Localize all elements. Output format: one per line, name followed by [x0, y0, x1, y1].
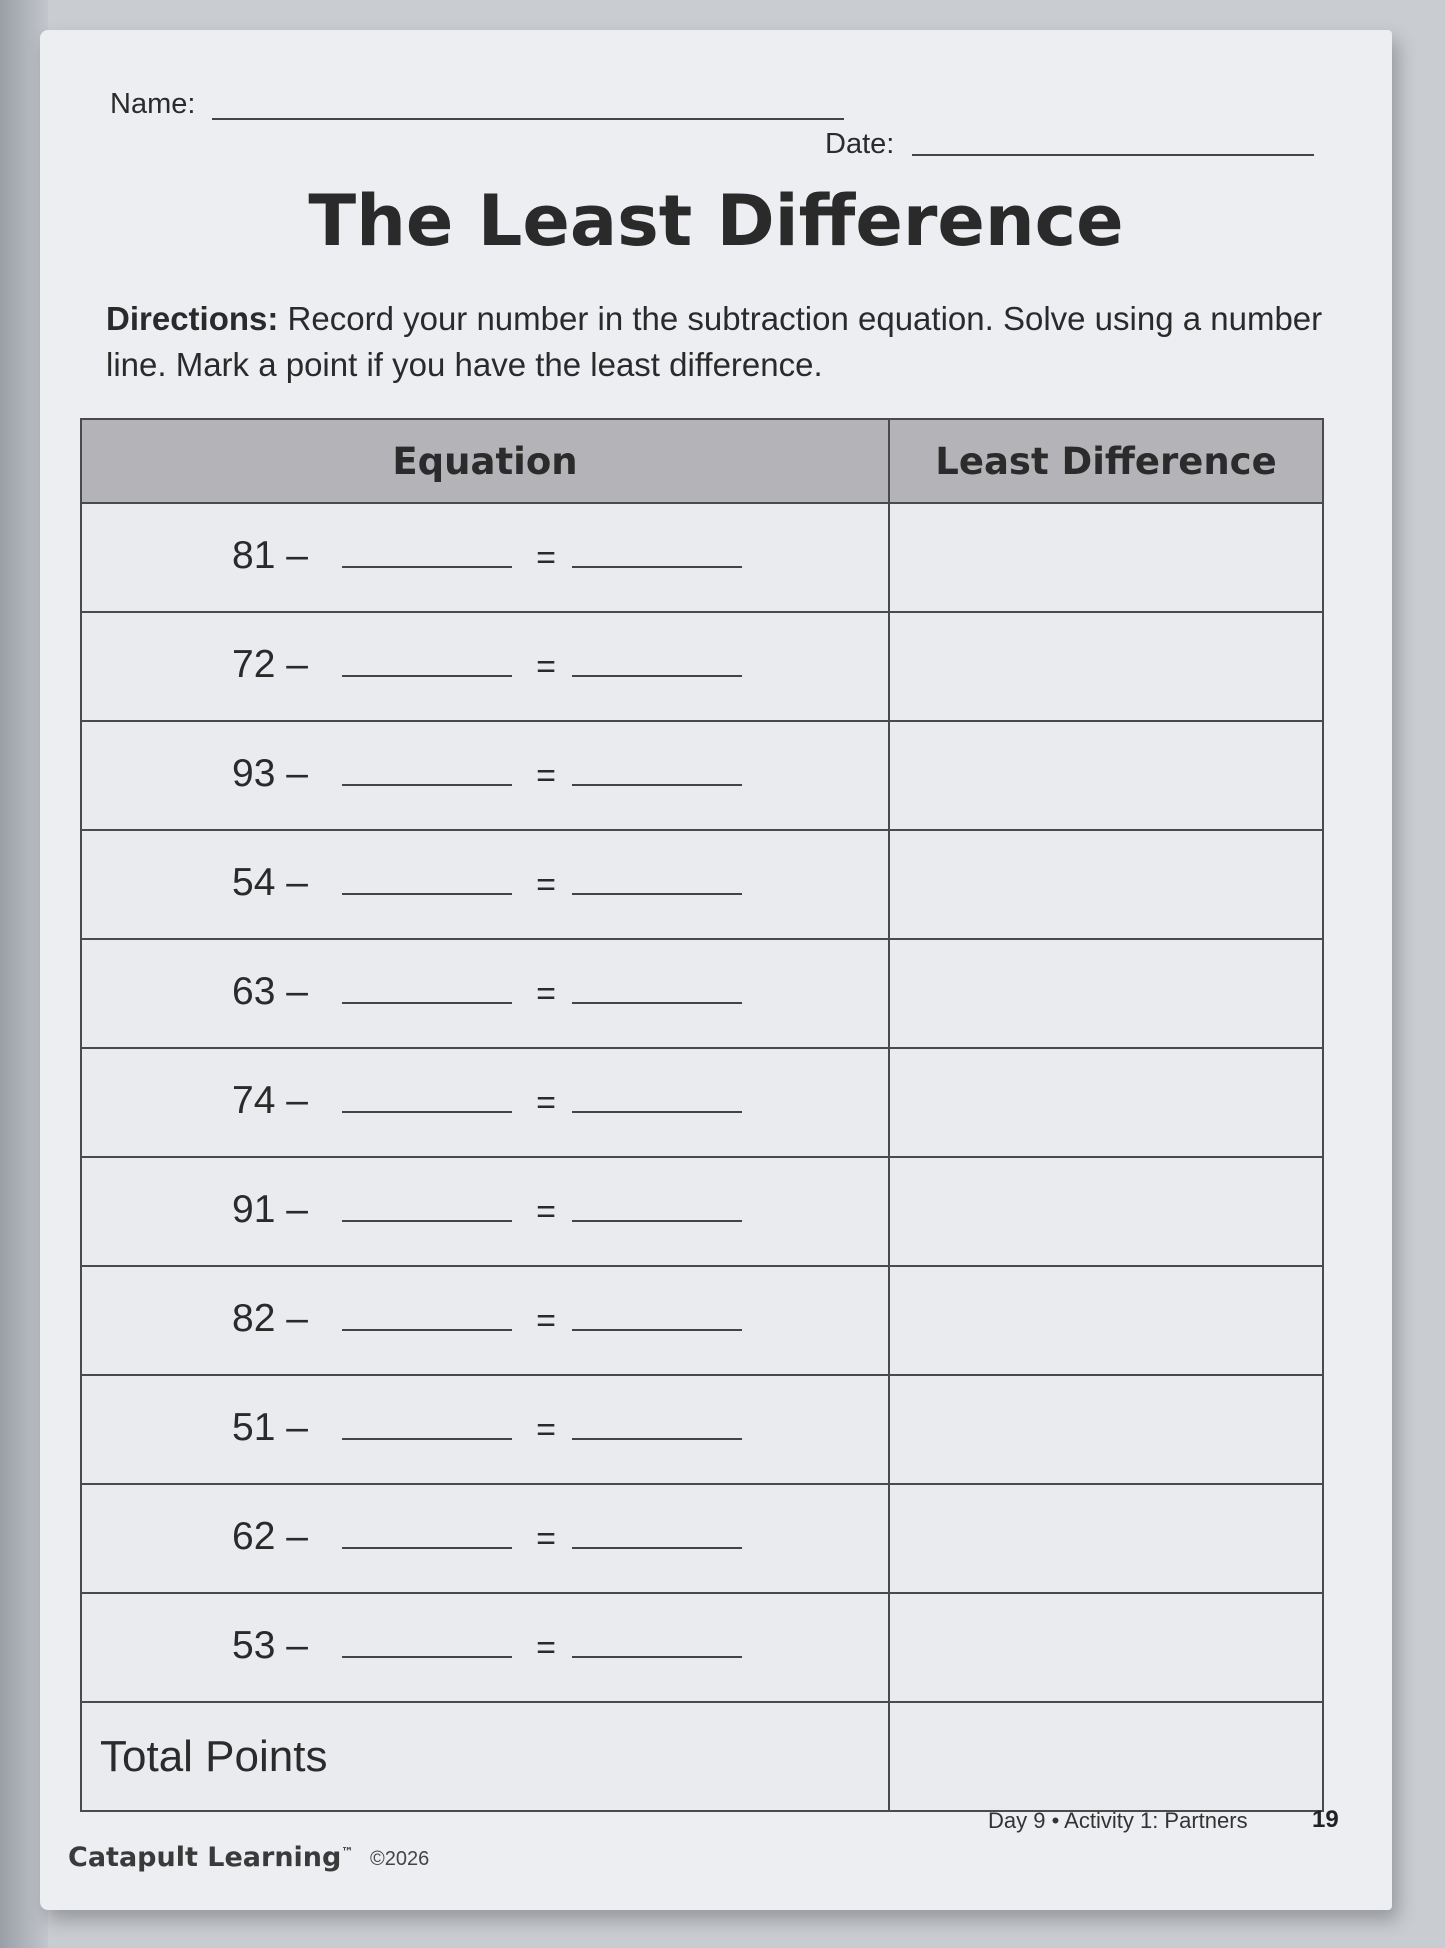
- equals-sign: =: [536, 975, 556, 1013]
- publisher-name: Catapult Learning: [68, 1842, 342, 1873]
- column-header-equation: Equation: [81, 419, 889, 503]
- subtrahend-blank[interactable]: [342, 675, 512, 677]
- total-points-cell[interactable]: [889, 1702, 1323, 1811]
- least-difference-cell[interactable]: [889, 1048, 1323, 1157]
- minuend: 93 –: [232, 752, 308, 795]
- page-title: The Least Difference: [308, 180, 1124, 262]
- total-points-label: Total Points: [100, 1731, 328, 1781]
- worksheet-page: [40, 30, 1392, 1910]
- minuend: 63 –: [232, 970, 308, 1013]
- table-row: [81, 1593, 1323, 1702]
- equation-table: [80, 418, 1324, 1812]
- equals-sign: =: [536, 1302, 556, 1340]
- equation-cell: [81, 1375, 889, 1484]
- equals-sign: =: [536, 1084, 556, 1122]
- total-row: [81, 1702, 1323, 1811]
- difference-blank[interactable]: [572, 784, 742, 786]
- equation: [232, 752, 742, 796]
- directions: [106, 296, 1336, 388]
- difference-blank[interactable]: [572, 893, 742, 895]
- equals-sign: =: [536, 648, 556, 686]
- column-header-least-difference: Least Difference: [889, 419, 1323, 503]
- publisher-logo: [68, 1842, 353, 1873]
- least-difference-cell[interactable]: [889, 1266, 1323, 1375]
- total-label-cell: [81, 1702, 889, 1811]
- subtrahend-blank[interactable]: [342, 1220, 512, 1222]
- difference-blank[interactable]: [572, 1438, 742, 1440]
- table-row: [81, 1048, 1323, 1157]
- subtrahend-blank[interactable]: [342, 1547, 512, 1549]
- minuend: 54 –: [232, 861, 308, 904]
- activity-label: Day 9 • Activity 1: Partners: [988, 1808, 1248, 1833]
- equation-cell: [81, 1048, 889, 1157]
- minuend: 74 –: [232, 1079, 308, 1122]
- equals-sign: =: [536, 1411, 556, 1449]
- minuend: 62 –: [232, 1515, 308, 1558]
- equation: [232, 1515, 742, 1559]
- equation: [232, 970, 742, 1014]
- least-difference-cell[interactable]: [889, 721, 1323, 830]
- directions-text: Record your number in the subtraction equation. Solve using a number line. Mark a point if you have the least difference.: [106, 300, 1323, 383]
- equals-sign: =: [536, 539, 556, 577]
- page-number: 19: [1312, 1806, 1339, 1833]
- minuend: 51 –: [232, 1406, 308, 1449]
- equals-sign: =: [536, 1193, 556, 1231]
- name-label: Name:: [110, 88, 196, 120]
- least-difference-cell[interactable]: [889, 1593, 1323, 1702]
- equation-cell: [81, 939, 889, 1048]
- equation-cell: [81, 1593, 889, 1702]
- difference-blank[interactable]: [572, 566, 742, 568]
- least-difference-cell[interactable]: [889, 1484, 1323, 1593]
- subtrahend-blank[interactable]: [342, 1111, 512, 1113]
- equation-cell: [81, 721, 889, 830]
- table-row: [81, 1484, 1323, 1593]
- equation: [232, 1297, 742, 1341]
- difference-blank[interactable]: [572, 1547, 742, 1549]
- equation-cell: [81, 503, 889, 612]
- least-difference-cell[interactable]: [889, 1157, 1323, 1266]
- equals-sign: =: [536, 1520, 556, 1558]
- equation-cell: [81, 1266, 889, 1375]
- date-label: Date:: [825, 128, 895, 160]
- least-difference-cell[interactable]: [889, 612, 1323, 721]
- table-row: [81, 503, 1323, 612]
- subtrahend-blank[interactable]: [342, 1438, 512, 1440]
- equals-sign: =: [536, 1629, 556, 1667]
- difference-blank[interactable]: [572, 1220, 742, 1222]
- table-row: [81, 1266, 1323, 1375]
- name-field[interactable]: [212, 118, 844, 120]
- subtrahend-blank[interactable]: [342, 1656, 512, 1658]
- equation-cell: [81, 1157, 889, 1266]
- minuend: 91 –: [232, 1188, 308, 1231]
- equals-sign: =: [536, 866, 556, 904]
- subtrahend-blank[interactable]: [342, 566, 512, 568]
- table-row: [81, 612, 1323, 721]
- trademark-mark: ™: [341, 1845, 354, 1859]
- least-difference-cell[interactable]: [889, 939, 1323, 1048]
- difference-blank[interactable]: [572, 675, 742, 677]
- copyright: ©2026: [370, 1848, 430, 1870]
- equation: [232, 643, 742, 687]
- table-row: [81, 939, 1323, 1048]
- equation: [232, 1624, 742, 1668]
- subtrahend-blank[interactable]: [342, 893, 512, 895]
- subtrahend-blank[interactable]: [342, 784, 512, 786]
- table-row: [81, 830, 1323, 939]
- equals-sign: =: [536, 757, 556, 795]
- difference-blank[interactable]: [572, 1111, 742, 1113]
- table-row: [81, 721, 1323, 830]
- difference-blank[interactable]: [572, 1656, 742, 1658]
- table-header-row: [81, 419, 1323, 503]
- difference-blank[interactable]: [572, 1002, 742, 1004]
- subtrahend-blank[interactable]: [342, 1002, 512, 1004]
- minuend: 81 –: [232, 534, 308, 577]
- directions-label: Directions:: [106, 300, 279, 337]
- subtrahend-blank[interactable]: [342, 1329, 512, 1331]
- least-difference-cell[interactable]: [889, 503, 1323, 612]
- equation: [232, 861, 742, 905]
- least-difference-cell[interactable]: [889, 830, 1323, 939]
- equation-cell: [81, 612, 889, 721]
- date-field[interactable]: [912, 154, 1314, 156]
- least-difference-cell[interactable]: [889, 1375, 1323, 1484]
- equation: [232, 1079, 742, 1123]
- difference-blank[interactable]: [572, 1329, 742, 1331]
- table-row: [81, 1375, 1323, 1484]
- equation: [232, 1406, 742, 1450]
- equation: [232, 1188, 742, 1232]
- equation-cell: [81, 830, 889, 939]
- minuend: 82 –: [232, 1297, 308, 1340]
- table-row: [81, 1157, 1323, 1266]
- equation: [232, 534, 742, 578]
- minuend: 53 –: [232, 1624, 308, 1667]
- minuend: 72 –: [232, 643, 308, 686]
- equation-cell: [81, 1484, 889, 1593]
